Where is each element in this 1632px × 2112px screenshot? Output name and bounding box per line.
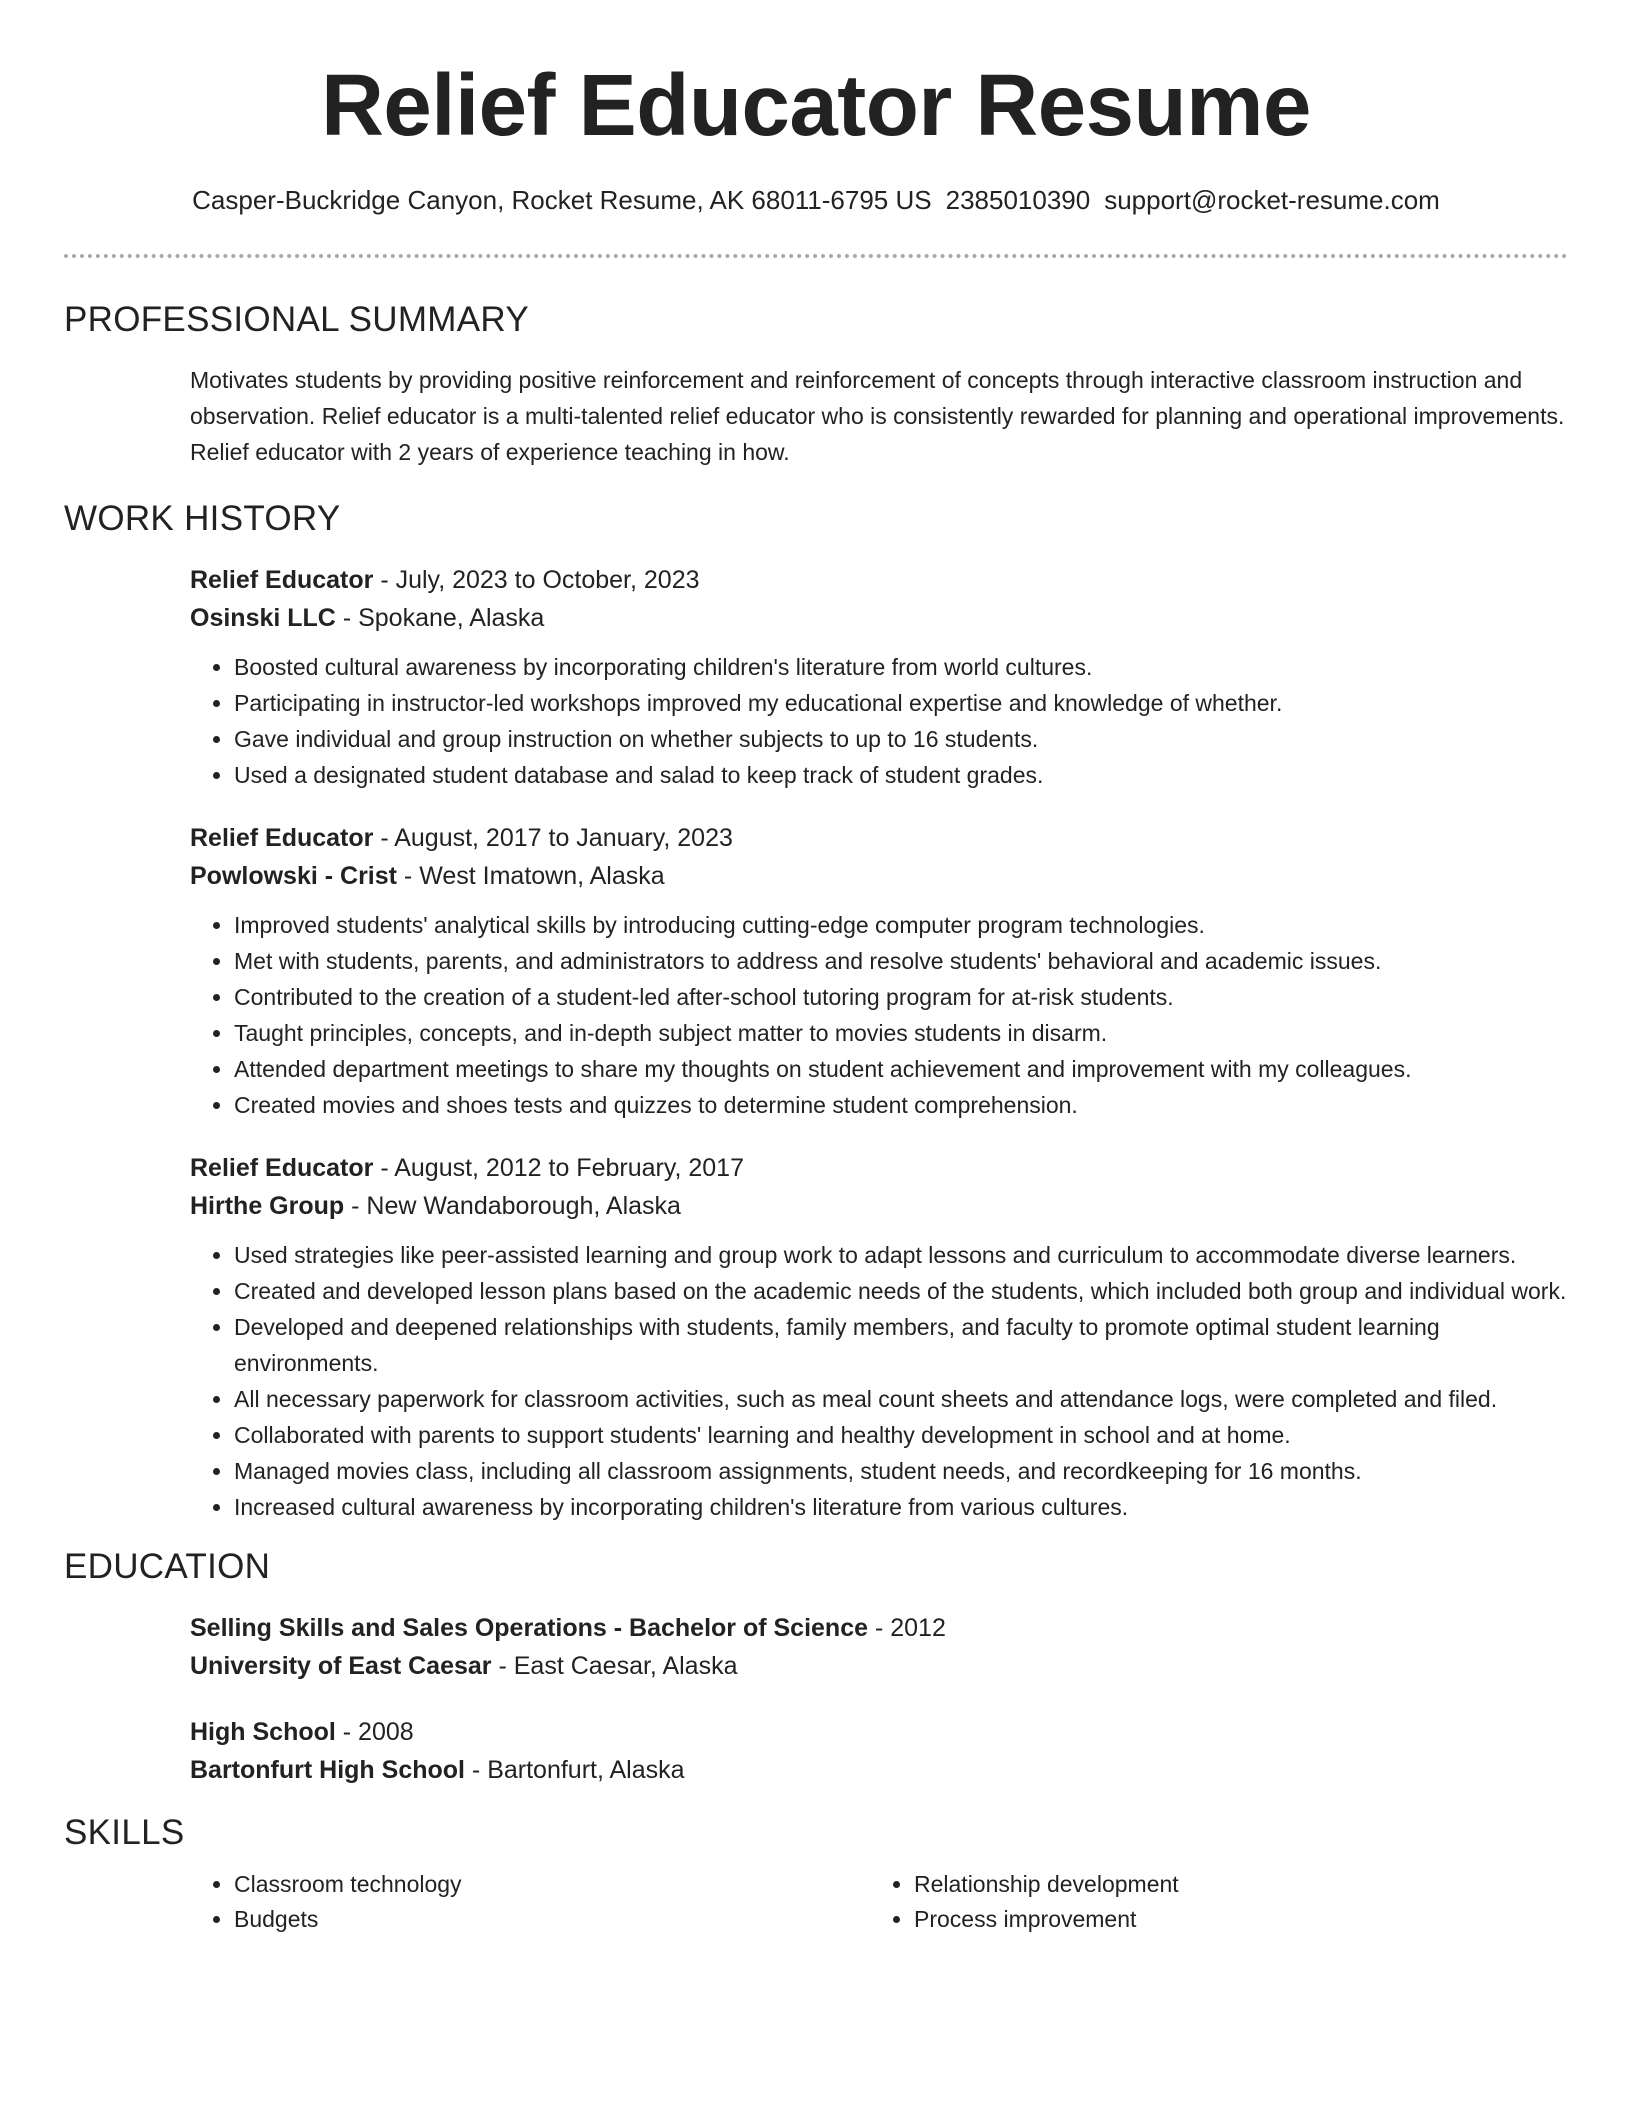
contact-email: support@rocket-resume.com: [1104, 185, 1440, 215]
job-bullet: • All necessary paperwork for classroom activities, such as meal count sheets and attendance logs, were completed and filed.: [234, 1381, 1568, 1417]
education-year: - 2012: [868, 1614, 946, 1642]
job-entry: [190, 1149, 1568, 1525]
section-title-skills: SKILLS: [64, 1813, 185, 1852]
contact-phone: 2385010390: [945, 185, 1091, 215]
job-bullet: • Created and developed lesson plans based on the academic needs of the students, which included both group and individual work.: [234, 1273, 1568, 1309]
job-bullet: • Participating in instructor-led workshops improved my educational expertise and knowledge of whether.: [234, 685, 1568, 721]
header-divider: [64, 254, 1568, 258]
job-location: - New Wandaborough, Alaska: [344, 1192, 681, 1220]
job-bullet: • Improved students' analytical skills by introducing cutting-edge computer program technologies.: [234, 907, 1568, 943]
job-title-line: [190, 819, 1568, 857]
education-degree: Selling Skills and Sales Operations - Bachelor of Science: [190, 1614, 869, 1642]
education-year: - 2008: [335, 1718, 414, 1746]
job-company: Hirthe Group: [190, 1192, 345, 1220]
education-degree-line: [190, 1609, 1568, 1647]
education-degree: High School: [190, 1718, 336, 1746]
education-location: - Bartonfurt, Alaska: [464, 1756, 685, 1784]
job-dates: - July, 2023 to October, 2023: [373, 566, 700, 594]
job-company-line: [190, 857, 1568, 895]
job-dates: - August, 2012 to February, 2017: [373, 1154, 744, 1182]
job-location: - West Imatown, Alaska: [396, 862, 665, 890]
resume-page: [64, 0, 1568, 1937]
job-company: Osinski LLC: [190, 604, 336, 632]
job-title-line: [190, 561, 1568, 599]
job-bullet: • Taught principles, concepts, and in-depth subject matter to movies students in disarm.: [234, 1015, 1568, 1051]
job-bullets: [190, 907, 1568, 1123]
job-bullet: • Created movies and shoes tests and quizzes to determine student comprehension.: [234, 1087, 1568, 1123]
skill-item: • Budgets: [234, 1902, 870, 1937]
job-title: Relief Educator: [190, 566, 374, 594]
job-entry: [190, 561, 1568, 793]
job-bullet: • Boosted cultural awareness by incorporating children's literature from world cultures.: [234, 649, 1568, 685]
section-title-work-history: WORK HISTORY: [64, 499, 341, 538]
job-title: Relief Educator: [190, 824, 374, 852]
job-bullet: • Increased cultural awareness by incorporating children's literature from various cultures.: [234, 1489, 1568, 1525]
job-bullets: [190, 1237, 1568, 1525]
job-title: Relief Educator: [190, 1154, 374, 1182]
resume-title: Relief Educator Resume: [321, 57, 1311, 154]
section-title-summary: PROFESSIONAL SUMMARY: [64, 300, 529, 339]
job-location: - Spokane, Alaska: [335, 604, 545, 632]
skills-column-left: [190, 1867, 870, 1937]
skills-list: [190, 1867, 1568, 1937]
education-school-line: [190, 1647, 1568, 1685]
contact-address: Casper-Buckridge Canyon, Rocket Resume, AK 68011-6795 US: [192, 185, 932, 215]
skill-item: • Process improvement: [914, 1902, 1550, 1937]
job-bullet: • Developed and deepened relationships with students, family members, and faculty to promote optimal student learning environments.: [234, 1309, 1568, 1381]
job-company-line: [190, 599, 1568, 637]
skill-item: • Relationship development: [914, 1867, 1550, 1902]
section-title-education: EDUCATION: [64, 1547, 271, 1586]
job-bullet: • Attended department meetings to share my thoughts on student achievement and improvement with my colleagues.: [234, 1051, 1568, 1087]
job-bullet: • Used a designated student database and salad to keep track of student grades.: [234, 757, 1568, 793]
job-company: Powlowski - Crist: [190, 862, 397, 890]
job-bullet: • Met with students, parents, and administrators to address and resolve students' behavioral and academic issues.: [234, 943, 1568, 979]
job-bullet: • Gave individual and group instruction on whether subjects to up to 16 students.: [234, 721, 1568, 757]
education-degree-line: [190, 1713, 1568, 1751]
skills-column-right: [870, 1867, 1550, 1937]
job-title-line: [190, 1149, 1568, 1187]
job-company-line: [190, 1187, 1568, 1225]
education-school: University of East Caesar: [190, 1652, 492, 1680]
education-location: - East Caesar, Alaska: [491, 1652, 738, 1680]
job-bullet: • Collaborated with parents to support students' learning and healthy development in school and at home.: [234, 1417, 1568, 1453]
job-entry: [190, 819, 1568, 1123]
education-school: Bartonfurt High School: [190, 1756, 465, 1784]
education-entry: [190, 1713, 1568, 1789]
education-entry: [190, 1609, 1568, 1685]
skill-item: • Classroom technology: [234, 1867, 870, 1902]
job-bullet: • Managed movies class, including all classroom assignments, student needs, and recordkeeping for 16 months.: [234, 1453, 1568, 1489]
job-bullets: [190, 649, 1568, 793]
job-bullet: • Contributed to the creation of a student-led after-school tutoring program for at-risk students.: [234, 979, 1568, 1015]
job-bullet: • Used strategies like peer-assisted learning and group work to adapt lessons and curriculum to accommodate diverse learners.: [234, 1237, 1568, 1273]
contact-line: [64, 184, 1568, 216]
education-school-line: [190, 1751, 1568, 1789]
job-dates: - August, 2017 to January, 2023: [373, 824, 733, 852]
summary-text: Motivates students by providing positive reinforcement and reinforcement of concepts through interactive classroom instruction and observation. Relief educator is a multi-talented relief educator who is consistently rewarded for planning and operational improvements. Relief educator with 2 years of experience teaching in how.: [190, 367, 1565, 465]
